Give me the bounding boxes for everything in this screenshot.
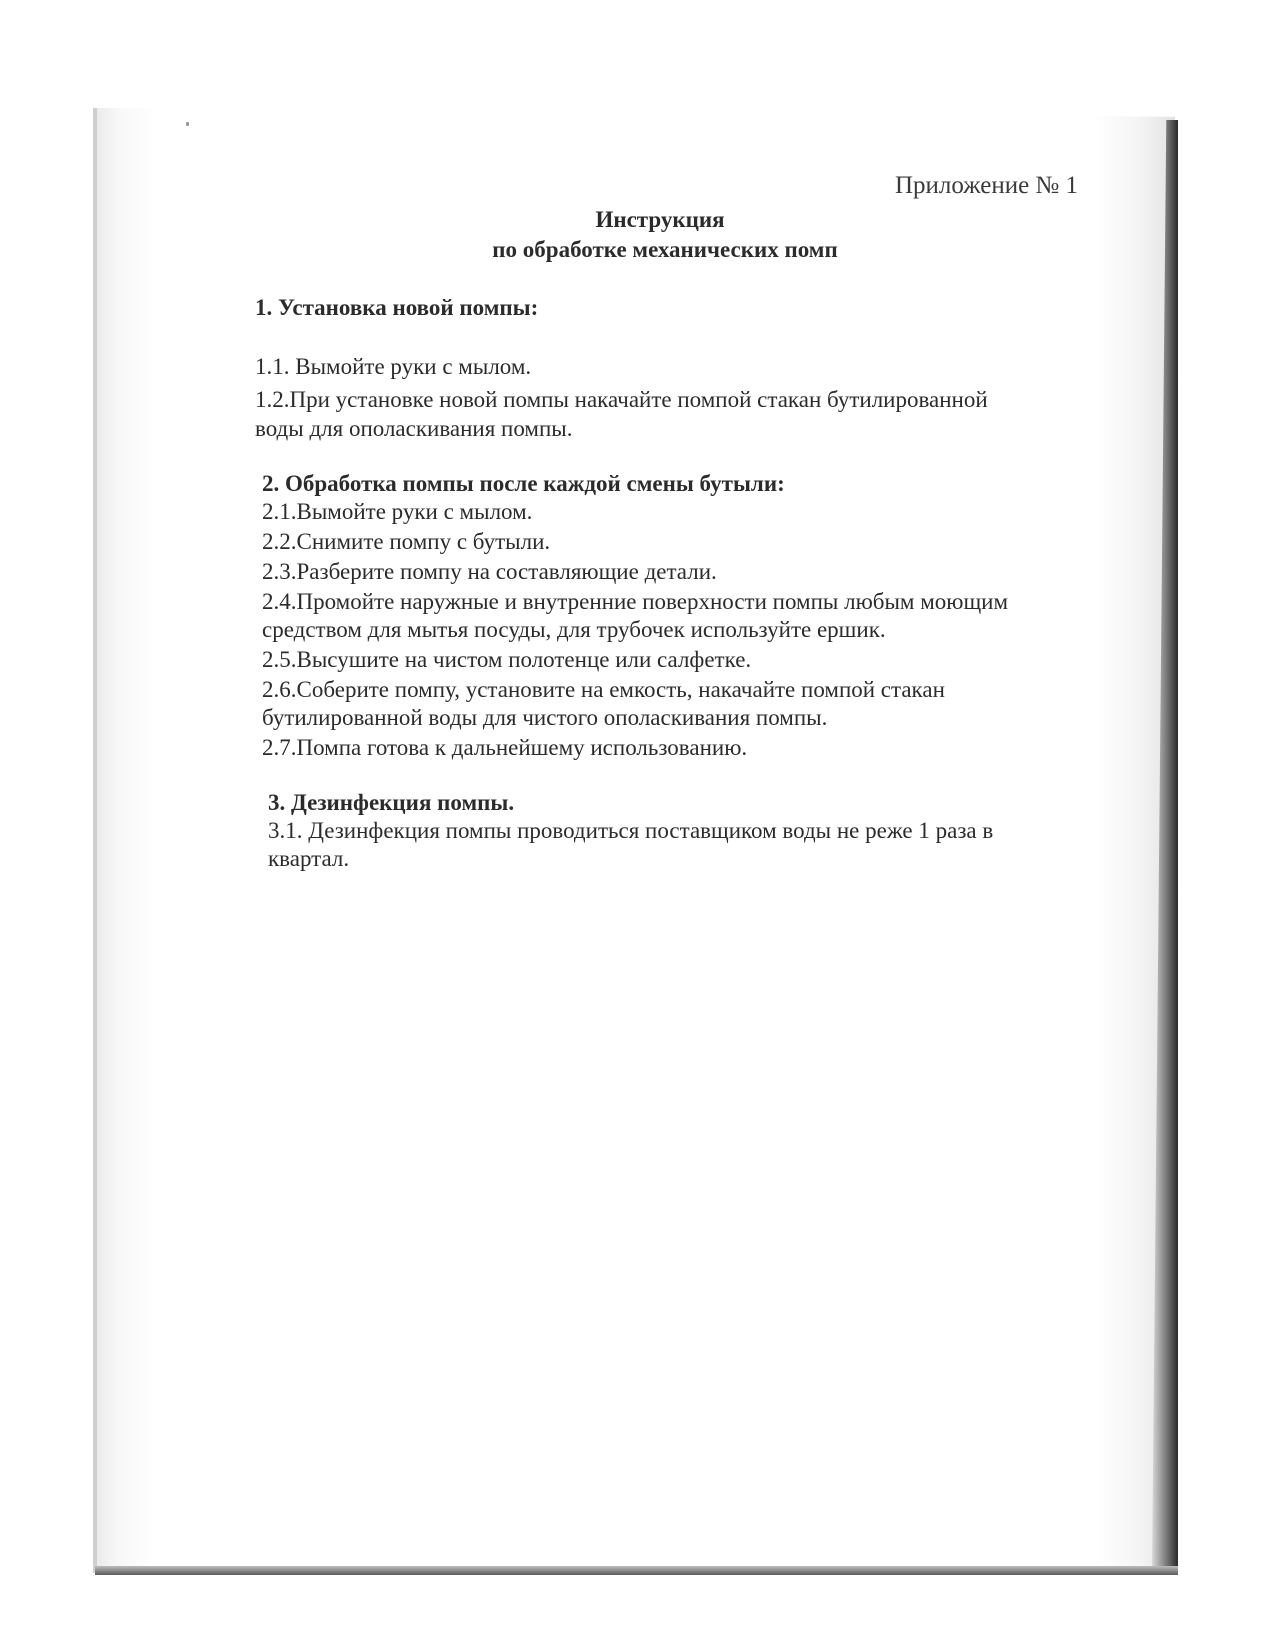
item-line: средством для мытья посуды, для трубочек используйте ершик.	[262, 617, 886, 642]
section-items	[255, 352, 988, 443]
list-item	[262, 646, 1008, 674]
section-installation	[255, 294, 988, 443]
item-line: 1.1. Вымойте руки с мылом.	[255, 354, 532, 379]
list-item	[262, 676, 1008, 732]
item-line: 2.7.Помпа готова к дальнейшему использованию.	[262, 735, 748, 760]
item-line: 2.2.Снимите помпу с бутыли.	[262, 529, 551, 554]
item-line: 2.4.Промойте наружные и внутренние поверхности помпы любым моющим	[262, 589, 1009, 614]
item-line: 2.3.Разберите помпу на составляющие детали.	[262, 559, 717, 584]
list-item	[262, 588, 1008, 644]
document-title: Инструкция	[595, 207, 725, 232]
item-line: 1.2.При установке новой помпы накачайте помпой стакан бутилированной	[255, 387, 988, 412]
list-item	[262, 734, 1008, 762]
list-item	[262, 498, 1008, 526]
list-item	[255, 352, 988, 381]
item-line: 2.1.Вымойте руки с мылом.	[262, 499, 533, 524]
item-line: 2.6.Соберите помпу, установите на емкость, накачайте помпой стакан	[262, 677, 945, 702]
section-heading: 2. Обработка помпы после каждой смены бутыли:	[262, 471, 785, 496]
item-line: 2.5.Высушите на чистом полотенце или салфетке.	[262, 647, 752, 672]
section-items	[262, 498, 1008, 762]
appendix-label: Приложение № 1	[895, 172, 1079, 199]
section-disinfection	[268, 789, 993, 873]
item-line: воды для ополаскивания помпы.	[255, 416, 573, 441]
item-line: 3.1. Дезинфекция помпы проводиться поставщиком воды не реже 1 раза в	[268, 818, 994, 843]
section-heading: 3. Дезинфекция помпы.	[268, 790, 515, 815]
section-heading: 1. Установка новой помпы:	[255, 295, 539, 320]
section-items	[268, 817, 993, 873]
list-item	[262, 558, 1008, 586]
list-item	[268, 817, 993, 873]
section-cleaning	[262, 470, 1008, 762]
list-item	[262, 528, 1008, 556]
document-subtitle: по обработке механических помп	[492, 237, 838, 262]
list-item	[255, 385, 988, 443]
item-line: бутилированной воды для чистого ополаскивания помпы.	[262, 705, 828, 730]
item-line: квартал.	[268, 846, 350, 871]
